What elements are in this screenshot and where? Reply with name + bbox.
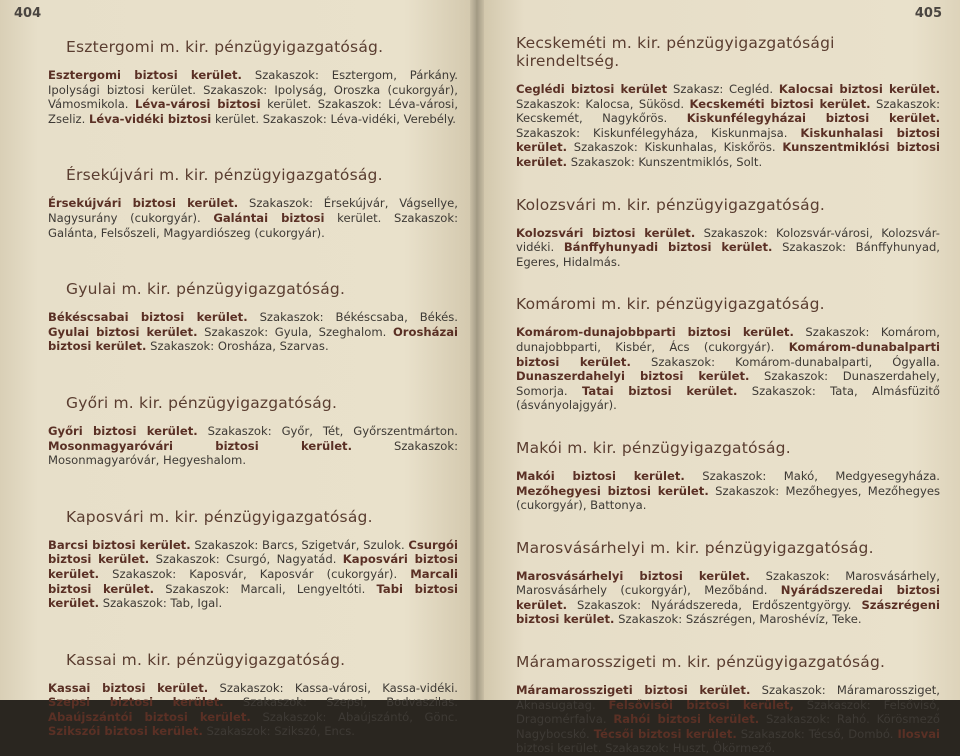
district-text: Szakaszok: Barcs, Szigetvár, Szulok.	[190, 537, 409, 552]
district-name-bold: Galántai biztosi	[213, 210, 325, 225]
district-name-bold: Dunaszerdahelyi biztosi kerület.	[516, 369, 750, 384]
district-section	[516, 653, 940, 756]
district-text: Szakaszok: Szikszó, Encs.	[202, 724, 355, 739]
section-heading: Makói m. kir. pénzügyigazgatóság.	[516, 438, 791, 457]
district-section	[516, 196, 940, 270]
district-name-bold: Kiskunhalasi biztosi kerület.	[516, 125, 941, 155]
district-text: Szakaszok: Kaposvár, Kaposvár (cukorgyár).	[99, 566, 411, 581]
district-text: Szakaszok: Komárom, dunajobbparti, Kisbér, Ács (cukorgyár).	[516, 325, 940, 354]
district-text: Szakaszok: Kiskunhalas, Kiskőrös.	[567, 140, 783, 155]
section-heading: Győri m. kir. pénzügyigazgatóság.	[66, 393, 338, 412]
district-name-bold: Mosonmagyaróvári biztosi kerület.	[48, 438, 353, 453]
district-name-bold: Ilosvai	[897, 726, 940, 741]
section-heading: Máramarosszigeti m. kir. pénzügyigazgatóság.	[516, 653, 886, 672]
district-text: Szakaszok: Érsekújvár, Vágsellye, Nagysurány (cukorgyár).	[48, 196, 458, 225]
district-text: kerület. Szakaszok: Léva-városi, Zseliz.	[48, 97, 458, 126]
district-name-bold: Orosházai biztosi kerület.	[48, 324, 458, 354]
district-name-bold: Szikszói biztosi kerület.	[48, 724, 203, 739]
section-heading: Komáromi m. kir. pénzügyigazgatóság.	[516, 295, 825, 314]
district-name-bold: Kalocsai biztosi kerület.	[778, 82, 941, 96]
district-name-bold: Felsővisói biztosi kerület,	[608, 697, 794, 712]
section-heading: Kecskeméti m. kir. pénzügyigazgatósági kirendeltség.	[516, 34, 835, 70]
section-heading: Gyulai m. kir. pénzügyigazgatóság.	[66, 280, 346, 299]
section-heading: Marosvásárhelyi m. kir. pénzügyigazgatóság.	[516, 538, 874, 557]
district-text: Szakaszok: Békéscsaba, Békés.	[247, 310, 458, 325]
section-paragraph	[48, 196, 458, 240]
section-paragraph	[516, 325, 940, 413]
section-paragraph	[516, 226, 940, 270]
district-name-bold: Makói biztosi kerület.	[516, 468, 685, 483]
district-text: Szakaszok: Nyárádszereda, Erdőszentgyörgy.	[567, 597, 862, 612]
district-text: Szakaszok: Kunszentmiklós, Solt.	[567, 154, 763, 169]
district-name-bold: Abaújszántói biztosi kerület.	[48, 709, 251, 724]
district-name-bold: Barcsi biztosi kerület.	[48, 537, 191, 552]
district-text: Szakaszok: Kalocsa, Sükösd.	[516, 96, 690, 111]
district-section	[48, 508, 458, 611]
district-text: Szakaszok: Dunaszerdahely, Somorja.	[516, 369, 940, 398]
district-text: Szakaszok: Técső, Dombó.	[736, 726, 898, 741]
district-name-bold: Rahói biztosi kerület.	[613, 712, 760, 727]
district-text: kerület. Szakaszok: Galánta, Felsőszeli, Magyardiószeg (cukorgyár).	[48, 210, 458, 240]
district-text: Szakaszok: Rahó.	[759, 712, 877, 727]
section-paragraph	[48, 538, 458, 611]
district-text: Szakaszok: Felsővisó, Dragomérfalva.	[516, 697, 940, 727]
district-name-bold: Komárom-dunajobbparti biztosi kerület.	[516, 325, 794, 340]
district-section	[516, 539, 940, 627]
district-name-bold: Kolozsvári biztosi kerület.	[516, 225, 696, 240]
district-text: Szakaszok: Győr, Tét, Győrszentmárton.	[197, 423, 458, 438]
section-heading: Kolozsvári m. kir. pénzügyigazgatóság.	[516, 195, 825, 214]
district-name-bold: Marcali biztosi kerület.	[48, 566, 458, 596]
right-page	[476, 0, 960, 756]
section-heading: Esztergomi m. kir. pénzügyigazgatóság.	[66, 38, 384, 56]
district-name-bold: Győri biztosi kerület.	[48, 423, 198, 438]
section-heading: Kassai m. kir. pénzügyigazgatóság.	[66, 650, 346, 669]
district-section	[48, 280, 458, 354]
district-name-bold: Ceglédi biztosi kerület	[516, 82, 668, 96]
district-text: Szakaszok: Komárom-dunabalparti, Ógyalla.	[630, 354, 940, 369]
district-name-bold: Szepsi biztosi kerület.	[48, 695, 224, 710]
district-name-bold: Esztergomi biztosi kerület.	[48, 68, 242, 82]
district-name-bold: Tabi biztosi kerület.	[48, 581, 458, 611]
page-number-right: 405	[914, 6, 942, 21]
book-gutter	[470, 0, 484, 700]
district-text: Szakaszok: Kolozsvár-városi, Kolozsvár-vidéki.	[516, 225, 940, 255]
district-name-bold: Kaposvári biztosi kerület.	[48, 552, 458, 581]
district-text: Szakaszok: Abaújszántó, Gönc.	[250, 709, 458, 724]
district-text: Szakaszok: Marosvásárhely, Marosvásárhely (cukorgyár), Mezőbánd.	[516, 568, 940, 598]
district-name-bold: Tatai biztosi kerület.	[581, 383, 738, 398]
left-page	[0, 0, 476, 739]
district-text: Nagybocskó.	[516, 726, 594, 741]
district-section	[516, 34, 940, 170]
district-text: Szakaszok: Tata, Almásfüzitő (ásványolajgyár).	[516, 383, 940, 413]
district-section	[48, 166, 458, 240]
district-name-bold: Mezőhegyesi biztosi kerület.	[516, 483, 709, 498]
district-text: Szakaszok: Marcali, Lengyeltóti.	[154, 581, 377, 596]
section-paragraph	[516, 469, 940, 513]
district-text: Szakaszok: Tab, Igal.	[99, 596, 223, 611]
section-paragraph	[516, 683, 940, 756]
district-text: Szakaszok: Szászrégen, Maroshévíz, Teke.	[614, 612, 862, 627]
district-section	[48, 394, 458, 468]
district-text: Szakaszok: Mosonmagyaróvár, Hegyeshalom.	[48, 438, 458, 468]
district-name-bold: Marosvásárhelyi biztosi kerület.	[516, 568, 750, 583]
section-heading: Kaposvári m. kir. pénzügyigazgatóság.	[66, 507, 373, 526]
section-paragraph	[48, 681, 458, 739]
district-name-bold: Nyárádszeredai biztosi kerület.	[516, 583, 940, 612]
district-text: Szakaszok: Orosháza, Szarvas.	[146, 339, 329, 354]
district-name-bold: Kassai biztosi kerület.	[48, 680, 209, 695]
section-paragraph	[48, 310, 458, 354]
section-paragraph	[48, 68, 458, 126]
district-text: Szakaszok: Makó, Medgyesegyháza.	[684, 468, 940, 483]
district-text: Szakaszok: Kassa-városi, Kassa-vidéki.	[208, 680, 458, 695]
right-page-content	[516, 34, 940, 756]
left-page-content	[48, 38, 458, 739]
district-section	[516, 439, 940, 513]
district-name-bold: Máramarosszigeti biztosi kerület.	[516, 683, 751, 698]
district-text: kerület. Szakaszok: Léva-vidéki, Verebély.	[211, 111, 456, 126]
section-paragraph	[516, 82, 940, 170]
district-section	[48, 38, 458, 126]
district-text: Szakaszok: Kiskunfélegyháza, Kiskunmajsa.	[516, 125, 801, 140]
district-text: Szakaszok: Csurgó, Nagyatád.	[149, 552, 343, 567]
district-name-bold: Csurgói biztosi kerület.	[48, 537, 458, 567]
district-name-bold: Kiskunfélegyházai biztosi kerület.	[686, 111, 940, 126]
district-name-bold: Szászrégeni biztosi kerület.	[516, 597, 940, 627]
section-paragraph	[516, 569, 940, 627]
page-number-left: 404	[14, 6, 42, 21]
section-heading: Érsekújvári m. kir. pénzügyigazgatóság.	[66, 166, 383, 185]
district-text: Szakaszok: Szepsi, Bodvaszilas.	[223, 695, 458, 710]
district-name-bold: Érsekújvári biztosi kerület.	[48, 196, 239, 211]
district-name-bold: Békéscsabai biztosi kerület.	[48, 310, 248, 325]
district-text: Szakasz: Cegléd.	[667, 82, 779, 96]
district-name-bold: Léva-városi biztosi	[134, 97, 261, 112]
district-name-bold: Gyulai biztosi kerület.	[48, 324, 198, 339]
section-paragraph	[48, 424, 458, 468]
district-text: biztosi kerület. Szakaszok: Huszt, Ökörmező.	[516, 741, 776, 756]
district-name-bold: Bánffyhunyadi biztosi kerület.	[563, 240, 773, 255]
district-text: Szakaszok: Máramarossziget, Aknasugatag.	[516, 683, 940, 712]
district-name-bold: Komárom-dunabalparti biztosi kerület.	[516, 339, 940, 369]
district-text: Szakaszok: Bánffyhunyad, Egeres, Hidalmás.	[516, 240, 940, 269]
district-text: Szakaszok: Gyula, Szeghalom.	[197, 324, 393, 339]
district-name-bold: Kunszentmiklósi biztosi kerület.	[516, 140, 940, 169]
district-text: Körösmező	[876, 712, 940, 727]
district-section	[48, 651, 458, 739]
district-name-bold: Kecskeméti biztosi kerület.	[689, 96, 871, 111]
district-text: Szakaszok: Esztergom, Párkány. Ipolysági biztosi kerület. Szakaszok: Ipolyság, Oroszka (cukorgyár), Vámosmikola.	[48, 68, 458, 112]
district-name-bold: Léva-vidéki biztosi	[89, 111, 212, 126]
district-text: Szakaszok: Mezőhegyes, Mezőhegyes (cukorgyár), Battonya.	[516, 483, 941, 513]
district-section	[516, 295, 940, 413]
district-name-bold: Técsői biztosi kerület.	[593, 726, 737, 741]
district-text: Szakaszok: Kecskemét, Nagykőrös.	[516, 96, 940, 126]
